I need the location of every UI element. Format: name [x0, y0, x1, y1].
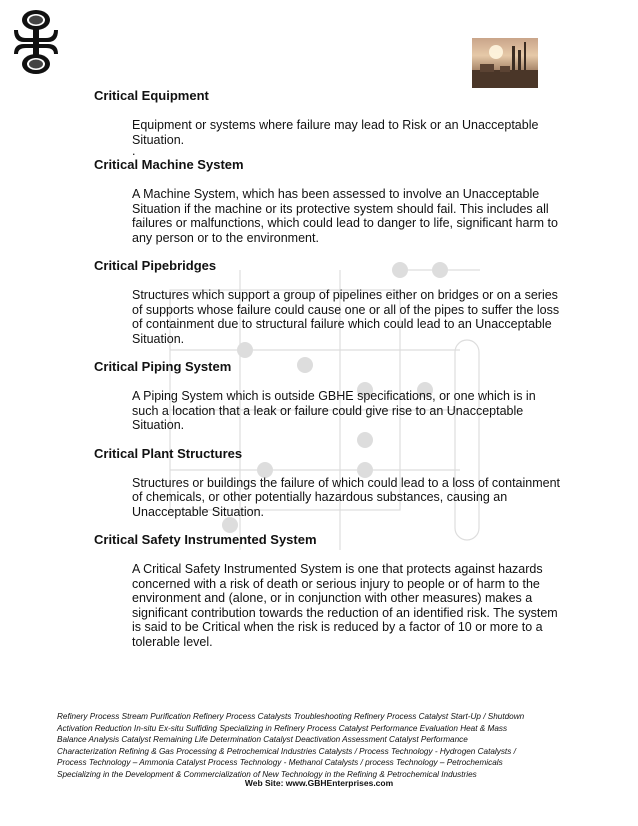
footer-services — [57, 711, 557, 781]
term-heading: Critical Plant Structures — [94, 445, 243, 461]
term-heading: Critical Pipebridges — [94, 258, 217, 273]
term-definition: A Machine System, which has been assessed to involve an Unacceptable Situation if the machine or its protective system should fail. This includes all failures or malfunctions, which could lead to danger to life, significant harm to any person or to the environment. — [132, 187, 558, 245]
term-heading: Critical Piping System — [94, 359, 232, 374]
website-link[interactable]: Web Site: www.GBHEnterprises.com — [244, 778, 394, 788]
footer-line: Activation Reduction In-situ Ex-situ Sulfiding Specializing in Refinery Process Catalyst Performance Evaluation Heat & Mass — [57, 723, 508, 733]
term-definition: Structures or buildings the failure of which could lead to a loss of containment of chemicals, or other potentially hazardous substances, causing an Unacceptable Situation. — [132, 475, 561, 519]
term-heading: Critical Safety Instrumented System — [94, 532, 317, 547]
term-heading: Critical Machine System — [94, 157, 244, 172]
term-definition: Equipment or systems where failure may lead to Risk or an Unacceptable Situation. — [132, 118, 539, 147]
stray-period: . — [132, 144, 136, 158]
footer-line: Specializing in the Development & Commercialization of New Technology in the Refining & Petrochemical Industries — [57, 769, 477, 779]
refinery-photo — [472, 38, 538, 88]
gbhe-emblem-icon — [10, 6, 62, 78]
glossary — [94, 86, 564, 649]
footer-line: Balance Analysis Catalyst Remaining Life Determination Catalyst Deactivation Assessment Catalyst Performance — [57, 735, 468, 745]
footer-line: Process Technology – Ammonia Catalyst Process Technology - Methanol Catalysts / process Technology – Petrochemicals — [57, 758, 503, 768]
term-definition: Structures which support a group of pipelines either on bridges or on a series of supports whose failure could cause one or all of the pipes to suffer the loss of containment due to structural failure which could lead to an Unacceptable Situation. — [132, 288, 560, 346]
footer-line: Refinery Process Stream Purification Refinery Process Catalysts Troubleshooting Refinery Process Catalyst Start-Up / Shutdown — [57, 712, 525, 721]
term-heading: Critical Equipment — [94, 88, 209, 103]
term-definition: A Piping System which is outside GBHE specifications, or one which is in such a location that a leak or failure could give rise to an Unacceptable Situation. — [132, 389, 536, 432]
footer-line: Characterization Refining & Gas Processing & Petrochemical Industries Catalysts / Process Technology - Hydrogen Catalysts / — [57, 746, 516, 756]
term-definition: A Critical Safety Instrumented System is one that protects against hazards concerned with a risk of death or serious injury to people or of harm to the environment and (alone, or in conjunction with other measures) makes a significant contribution towards the reduction of an identified risk. The system is said to be Critical when the risk is reduced by a factor of 10 or more to a tolerable level. — [132, 562, 558, 649]
